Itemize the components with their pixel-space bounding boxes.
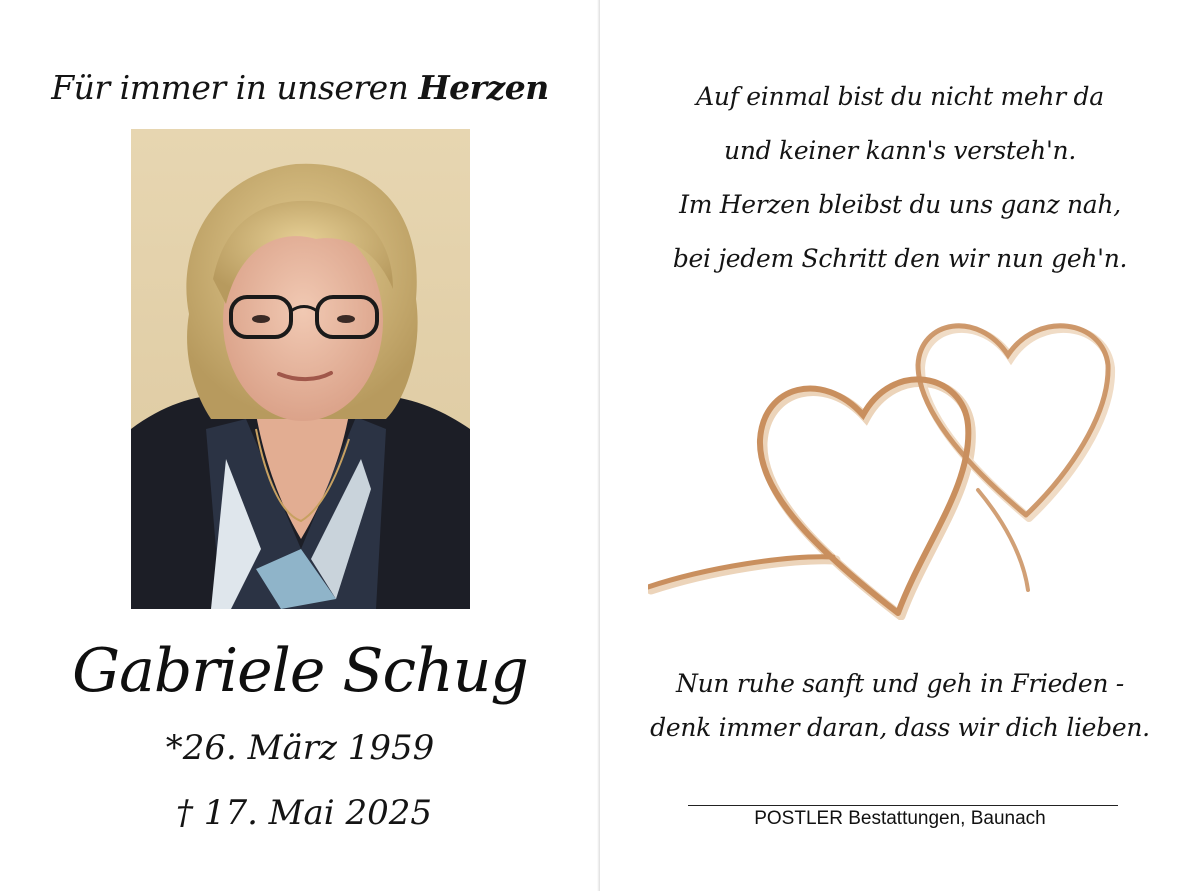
two-hearts-graphic [648, 305, 1153, 620]
poem-line: bei jedem Schritt den wir nun geh'n. [672, 244, 1128, 273]
closing-line: Nun ruhe sanft und geh in Frieden - [676, 669, 1124, 698]
poem-line: Im Herzen bleibst du uns ganz nah, [679, 190, 1121, 219]
portrait-photo [131, 129, 470, 609]
undertaker-credit: POSTLER Bestattungen, Baunach [754, 808, 1046, 829]
headline-emphasis: Herzen [418, 68, 549, 107]
death-date: † 17. Mai 2025 [176, 793, 432, 833]
poem [600, 70, 1200, 286]
divider-line [688, 805, 1118, 806]
poem-line: und keiner kann's versteh'n. [724, 136, 1076, 165]
birth-date: *26. März 1959 [165, 728, 435, 768]
headline [0, 68, 600, 107]
deceased-name: Gabriele Schug [72, 636, 528, 706]
closing-verse [600, 662, 1200, 750]
closing-line: denk immer daran, dass wir dich lieben. [650, 713, 1150, 742]
poem-line: Auf einmal bist du nicht mehr da [696, 82, 1104, 111]
right-card-page [600, 0, 1200, 891]
headline-text: Für immer in unseren [51, 68, 419, 107]
